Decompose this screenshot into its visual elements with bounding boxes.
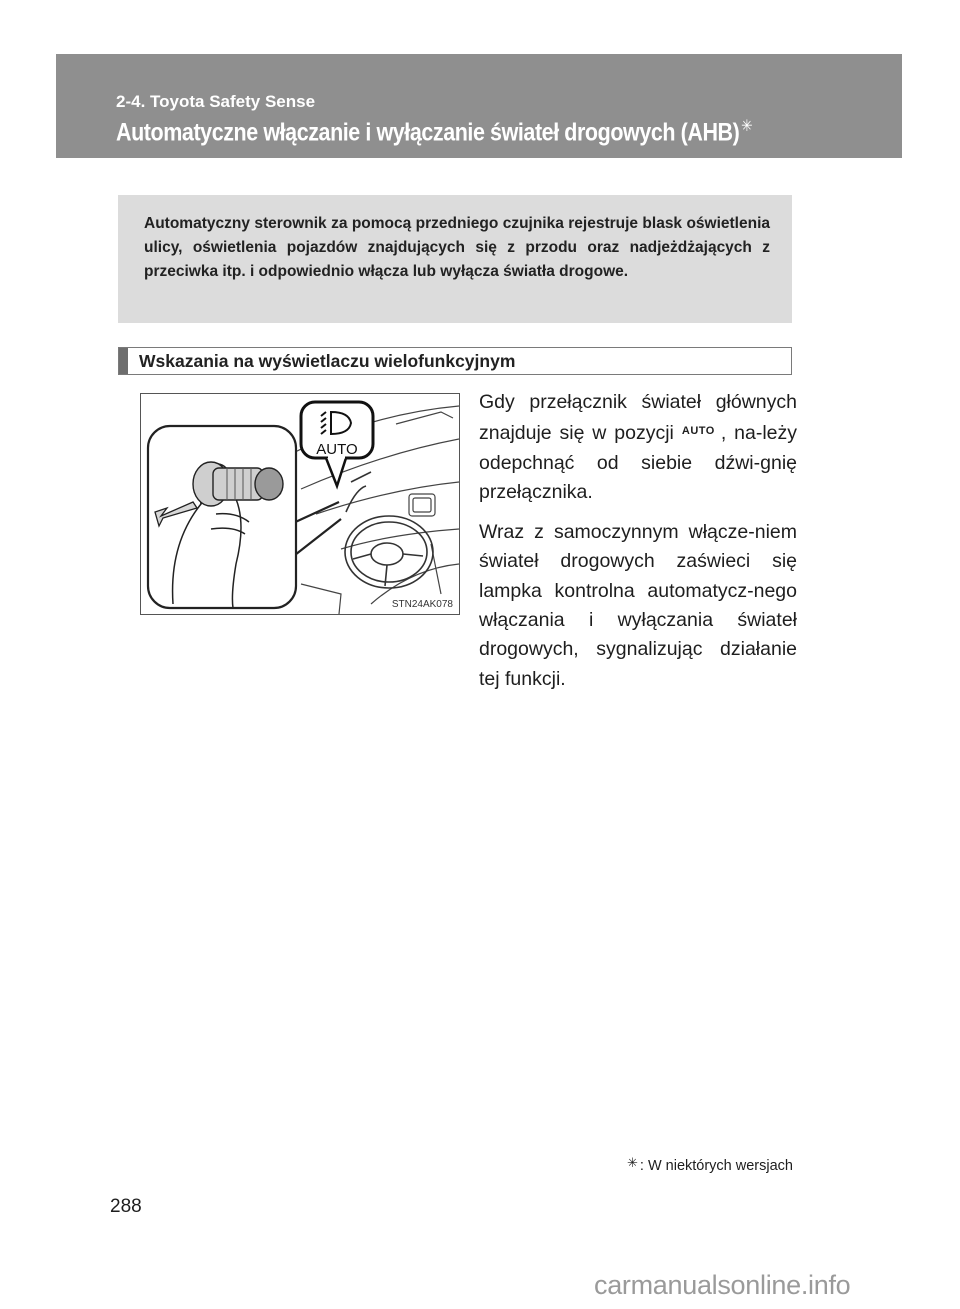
auto-position-icon: AUTO (681, 425, 715, 438)
title-footnote-mark: ✳ (741, 118, 753, 135)
watermark: carmanualsonline.info (594, 1270, 851, 1300)
figure-code: STN24AK078 (391, 599, 453, 610)
page-title-text: Automatyczne włączanie i wyłączanie świateł drogowych (AHB) (116, 118, 740, 147)
paragraph-1 (479, 388, 797, 507)
page-title (116, 116, 752, 147)
paragraph-1-end: , na-leży odepchnąć od siebie dźwi-gnię przełącznika. (479, 422, 797, 503)
footnote-mark: ✳ (626, 1155, 638, 1170)
section-label: 2-4. Toyota Safety Sense (116, 92, 316, 111)
paragraph-1-start: Gdy przełącznik świateł głównych znajduje się w pozycji (479, 391, 797, 445)
subsection-marker (119, 348, 128, 374)
footnote-text: : W niektórych wersjach (639, 1158, 793, 1174)
body-text (479, 388, 797, 705)
steering-switch-illustration (141, 394, 459, 614)
page-number: 288 (110, 1196, 142, 1217)
illustration (140, 393, 460, 615)
auto-callout-label: AUTO (316, 441, 358, 458)
intro-box (118, 195, 792, 323)
subsection-header (118, 347, 792, 375)
intro-text: Automatyczny sterownik za pomocą przedniego czujnika rejestruje blask oświetlenia ulicy, oświetlenia pojazdów znajdujących się z przodu oraz nadjeżdżających z przeciwka itp. i odpowiednio włącza lub wyłącza światła drogowe. (144, 215, 770, 280)
auto-headlight-callout (301, 402, 373, 486)
subsection-title: Wskazania na wyświetlaczu wielofunkcyjnym (139, 351, 516, 371)
section-header (56, 54, 902, 158)
paragraph-2: Wraz z samoczynnym włącze-niem świateł drogowych zaświeci się lampka kontrolna automatycz-nego włączania i wyłączania świateł drogowych, sygnalizując działanie tej funkcji. (479, 521, 797, 690)
footnote (600, 1155, 793, 1174)
